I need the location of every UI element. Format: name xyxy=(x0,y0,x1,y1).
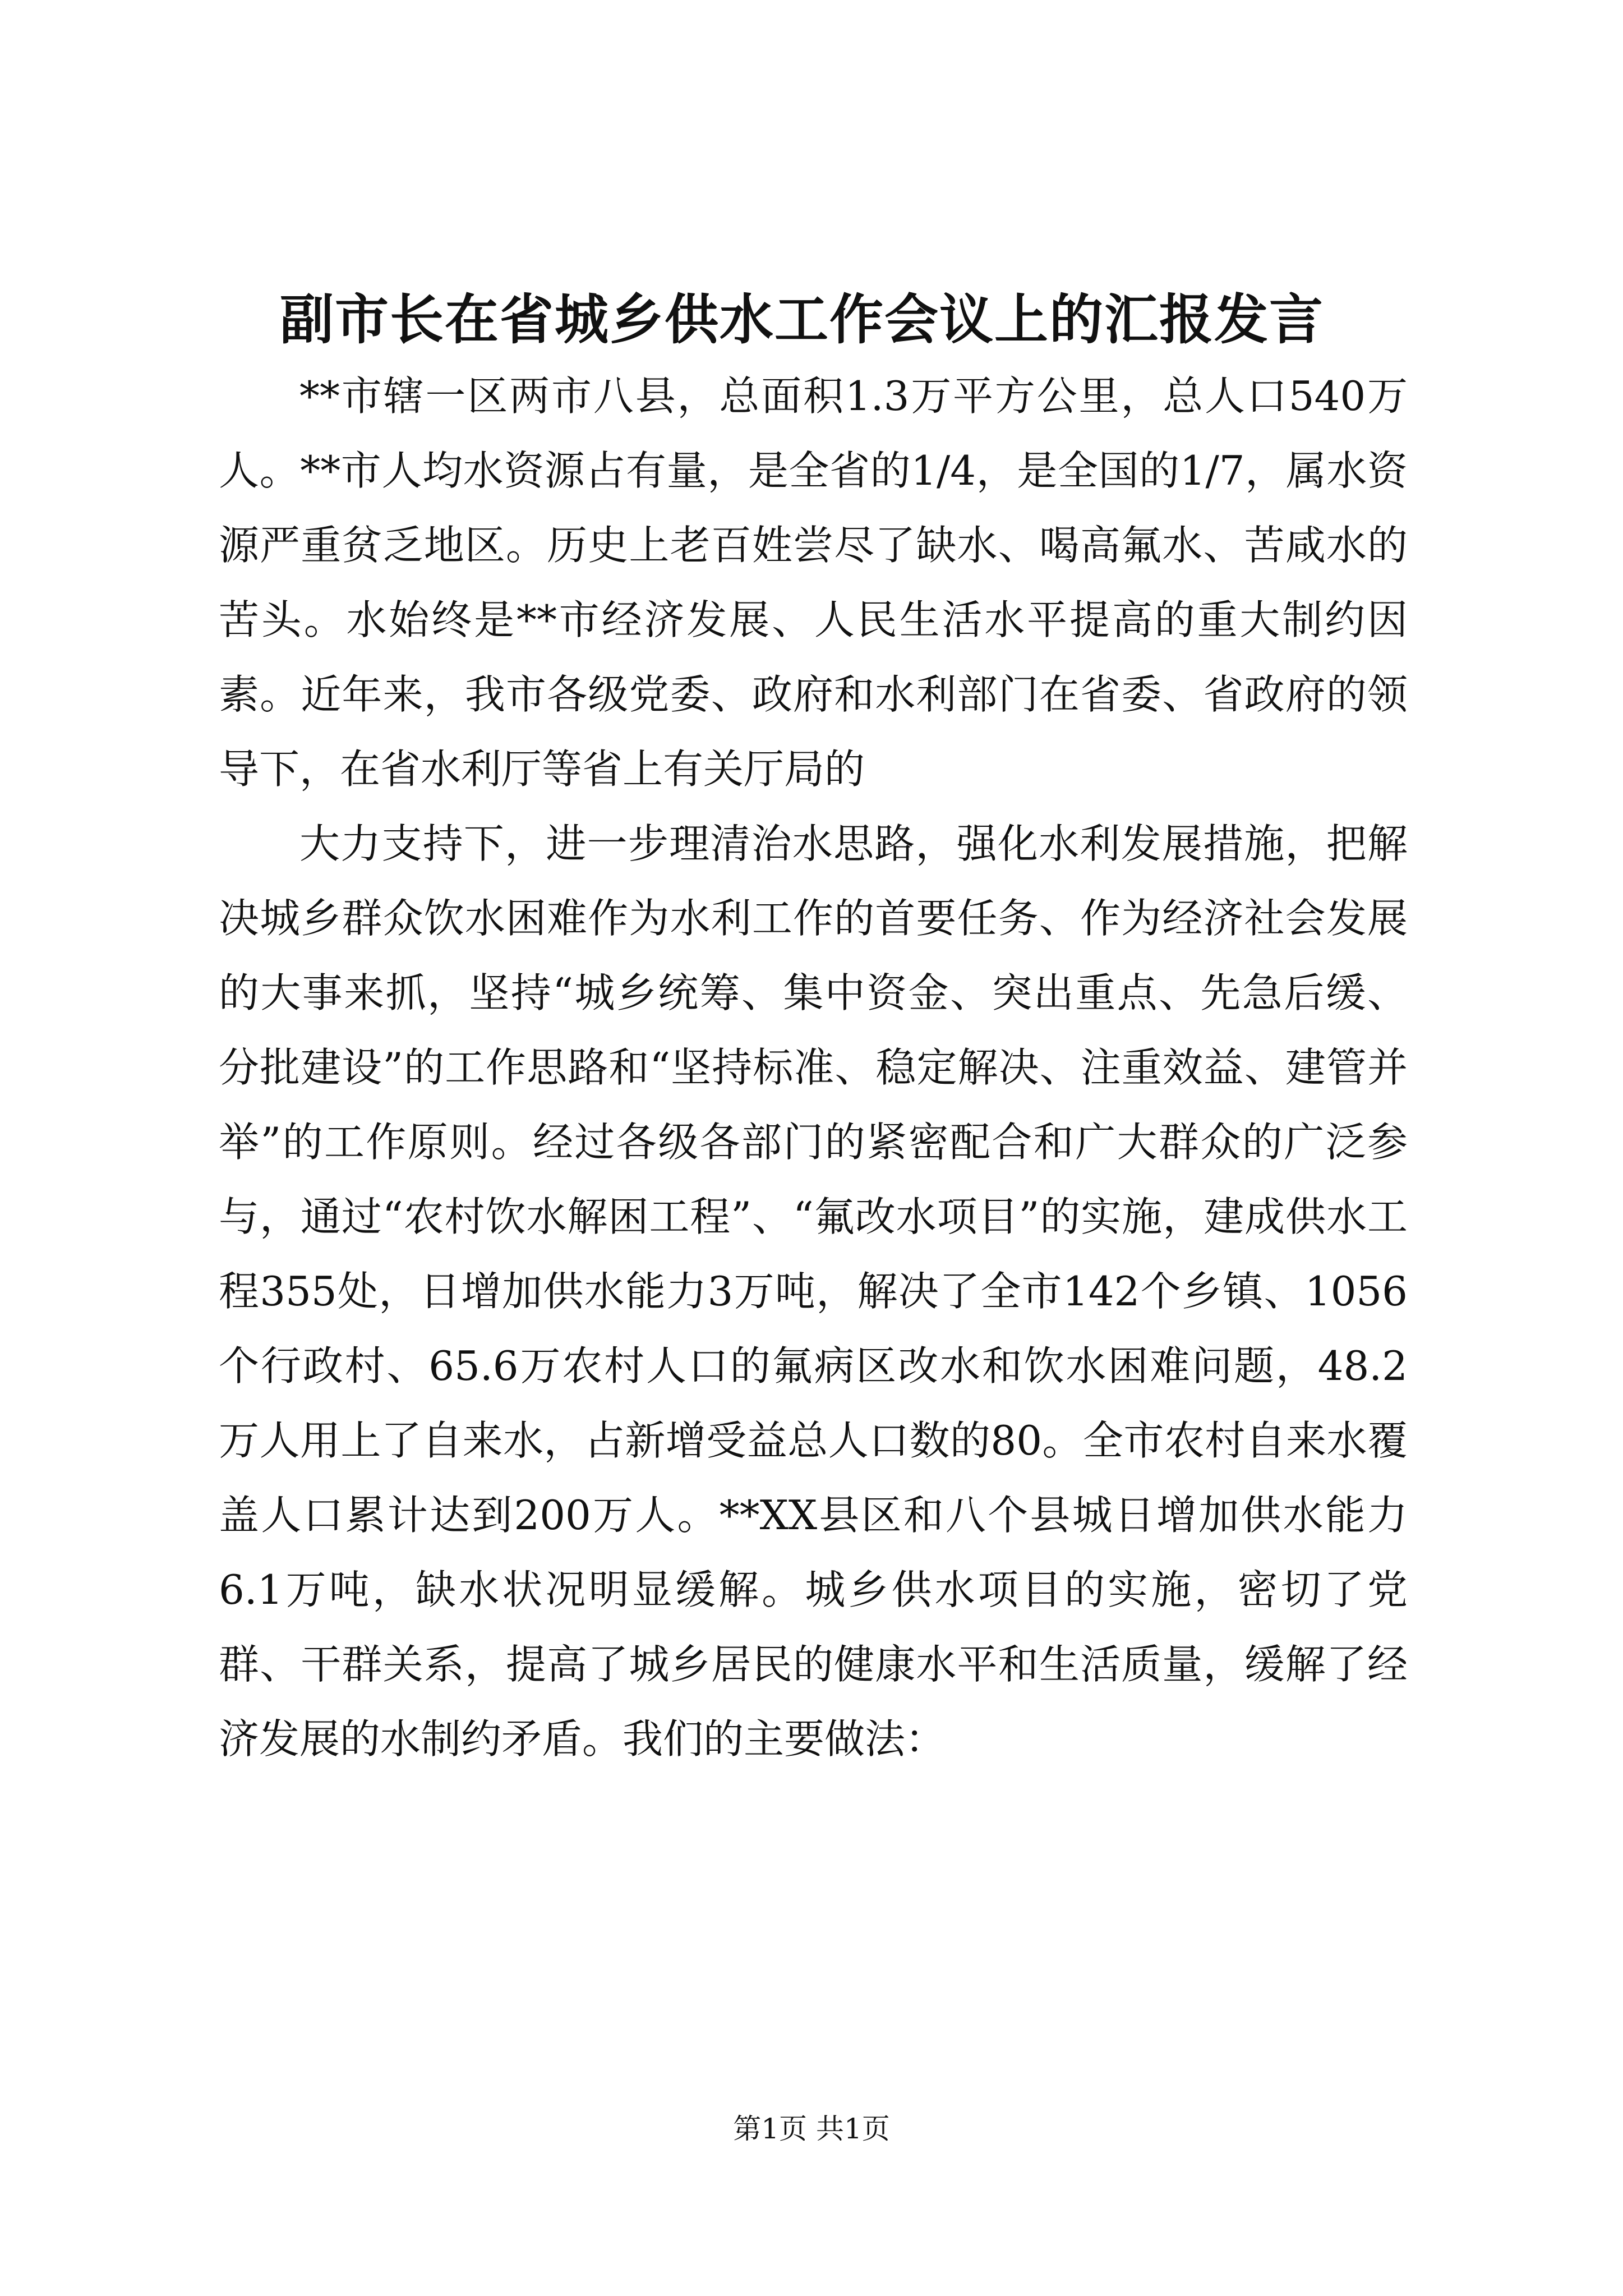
page-number-footer: 第1页 共1页 xyxy=(733,2113,890,2145)
paragraph: 大力支持下，进一步理清治水思路，强化水利发展措施，把解决城乡群众饮水困难作为水利工作的首要任务、作为经济社会发展的大事来抓，坚持“城乡统筹、集中资金、突出重点、先急后缓、分批建设”的工作思路和“坚持标准、稳定解决、注重效益、建管并举”的工作原则。经过各级各部门的紧密配合和广大群众的广泛参与，通过“农村饮水解困工程”、“氟改水项目”的实施，建成供水工程355处，日增加供水能力3万吨，解决了全市142个乡镇、1056个行政村、65.6万农村人口的氟病区改水和饮水困难问题，48.2万人用上了自来水，占新增受益总人口数的80。全市农村自来水覆盖人口累计达到200万人。**XX县区和八个县城日增加供水能力6.1万吨，缺水状况明显缓解。城乡供水项目的实施，密切了党群、干群关系，提高了城乡居民的健康水平和生活质量，缓解了经济发展的水制约矛盾。我们的主要做法： xyxy=(219,820,1408,1763)
paragraph: **市辖一区两市八县，总面积1.3万平方公里，总人口540万人。**市人均水资源占有量，是全省的1/4，是全国的1/7，属水资源严重贫乏地区。历史上老百姓尝尽了缺水、喝高氟水、苦咸水的苦头。水始终是**市经济发展、人民生活水平提高的重大制约因素。近年来，我市各级党委、政府和水利部门在省委、省政府的领导下，在省水利厅等省上有关厅局的 xyxy=(219,372,1408,793)
document-title: 副市长在省城乡供水工作会议上的汇报发言 xyxy=(280,288,1324,351)
document-body xyxy=(219,359,1408,1777)
